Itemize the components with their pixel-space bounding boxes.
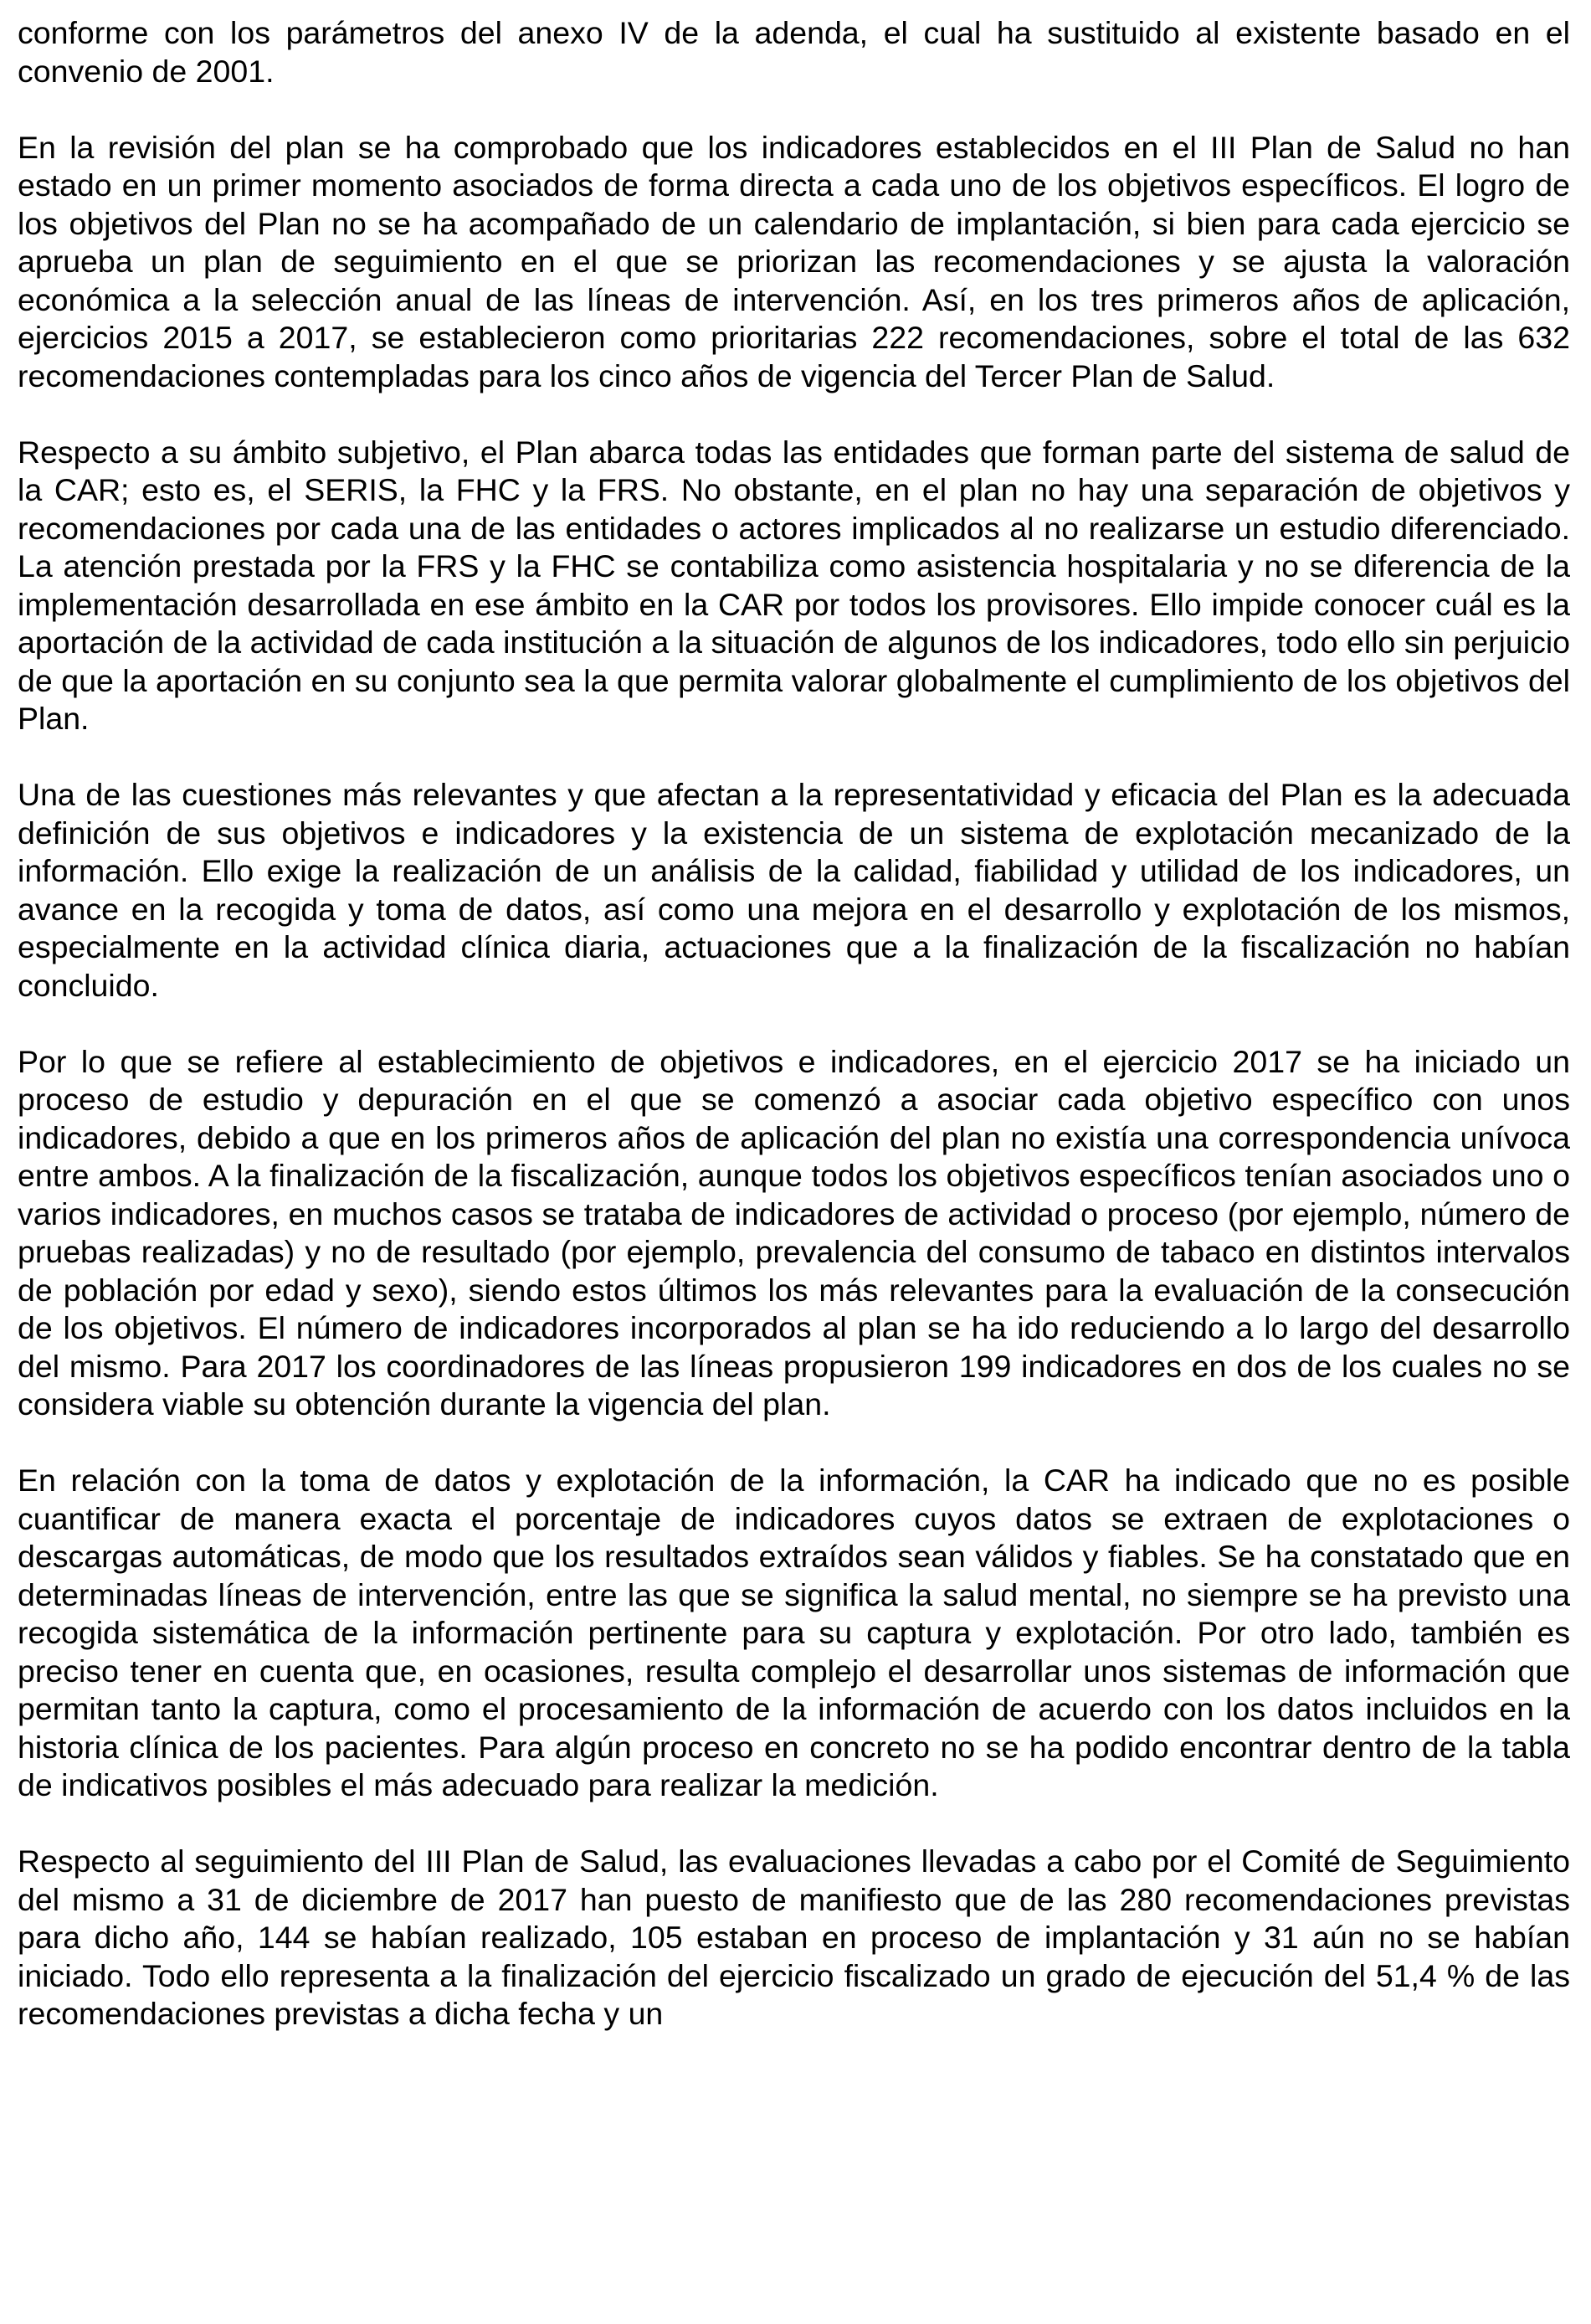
paragraph-plan-monitoring: Respecto al seguimiento del III Plan de Salud, las evaluaciones llevadas a cabo por el Comité de Seguimiento del mismo a 31 de diciembre de 2017 han puesto de manifiesto que de las 280 recomendaciones previstas para dicho año, 144 se habían realizado, 105 estaban en proceso de implantación y 31 aún no se habían iniciado. Todo ello representa a la finalización del ejercicio fiscalizado un grado de ejecución del 51,4 % de las recomendaciones previstas a dicha fecha y un — [18, 1843, 1570, 2031]
document-page — [18, 14, 1570, 2034]
paragraph-relevant-issues: Una de las cuestiones más relevantes y que afectan a la representatividad y eficacia del Plan es la adecuada definición de sus objetivos e indicadores y la existencia de un sistema de explotación mecanizado de la información. Ello exige la realización de un análisis de la calidad, fiabilidad y utilidad de los indicadores, un avance en la recogida y toma de datos, así como una mejora en el desarrollo y explotación de los mismos, especialmente en la actividad clínica diaria, actuaciones que a la finalización de la fiscalización no habían concluido. — [18, 777, 1570, 1003]
paragraph-data-collection: En relación con la toma de datos y explotación de la información, la CAR ha indicado que no es posible cuantificar de manera exacta el porcentaje de indicadores cuyos datos se extraen de explotaciones o descargas automáticas, de modo que los resultados extraídos sean válidos y fiables. Se ha constatado que en determinadas líneas de intervención, entre las que se significa la salud mental, no siempre se ha previsto una recogida sistemática de la información pertinente para su captura y explotación. Por otro lado, también es preciso tener en cuenta que, en ocasiones, resulta complejo el desarrollar unos sistemas de información que permitan tanto la captura, como el procesamiento de la información de acuerdo con los datos incluidos en la historia clínica de los pacientes. Para algún proceso en concreto no se ha podido encontrar dentro de la tabla de indicativos posibles el más adecuado para realizar la medición. — [18, 1463, 1570, 1802]
paragraph-adenda-continuation: conforme con los parámetros del anexo IV de la adenda, el cual ha sustituido al existente basado en el convenio de 2001. — [18, 15, 1570, 89]
paragraph-objectives-indicators: Por lo que se refiere al establecimiento de objetivos e indicadores, en el ejercicio 2017 se ha iniciado un proceso de estudio y depuración en el que se comenzó a asociar cada objetivo específico con unos indicadores, debido a que en los primeros años de aplicación del plan no existía una correspondencia unívoca entre ambos. A la finalización de la fiscalización, aunque todos los objetivos específicos tenían asociados uno o varios indicadores, en muchos casos se trataba de indicadores de actividad o proceso (por ejemplo, número de pruebas realizadas) y no de resultado (por ejemplo, prevalencia del consumo de tabaco en distintos intervalos de población por edad y sexo), siendo estos últimos los más relevantes para la evaluación de la consecución de los objetivos. El número de indicadores incorporados al plan se ha ido reduciendo a lo largo del desarrollo del mismo. Para 2017 los coordinadores de las líneas propusieron 199 indicadores en dos de los cuales no se considera viable su obtención durante la vigencia del plan. — [18, 1043, 1570, 1422]
paragraph-subjective-scope: Respecto a su ámbito subjetivo, el Plan abarca todas las entidades que forman parte del sistema de salud de la CAR; esto es, el SERIS, la FHC y la FRS. No obstante, en el plan no hay una separación de objetivos y recomendaciones por cada una de las entidades o actores implicados al no realizarse un estudio diferenciado. La atención prestada por la FRS y la FHC se contabiliza como asistencia hospitalaria y no se diferencia de la implementación desarrollada en ese ámbito en la CAR por todos los provisores. Ello impide conocer cuál es la aportación de la actividad de cada institución a la situación de algunos de los indicadores, todo ello sin perjuicio de que la aportación en su conjunto sea la que permita valorar globalmente el cumplimiento de los objetivos del Plan. — [18, 434, 1570, 736]
paragraph-plan-review: En la revisión del plan se ha comprobado que los indicadores establecidos en el III Plan de Salud no han estado en un primer momento asociados de forma directa a cada uno de los objetivos específicos. El logro de los objetivos del Plan no se ha acompañado de un calendario de implantación, si bien para cada ejercicio se aprueba un plan de seguimiento en el que se priorizan las recomendaciones y se ajusta la valoración económica a la selección anual de las líneas de intervención. Así, en los tres primeros años de aplicación, ejercicios 2015 a 2017, se establecieron como prioritarias 222 recomendaciones, sobre el total de las 632 recomendaciones contempladas para los cinco años de vigencia del Tercer Plan de Salud. — [18, 129, 1570, 393]
